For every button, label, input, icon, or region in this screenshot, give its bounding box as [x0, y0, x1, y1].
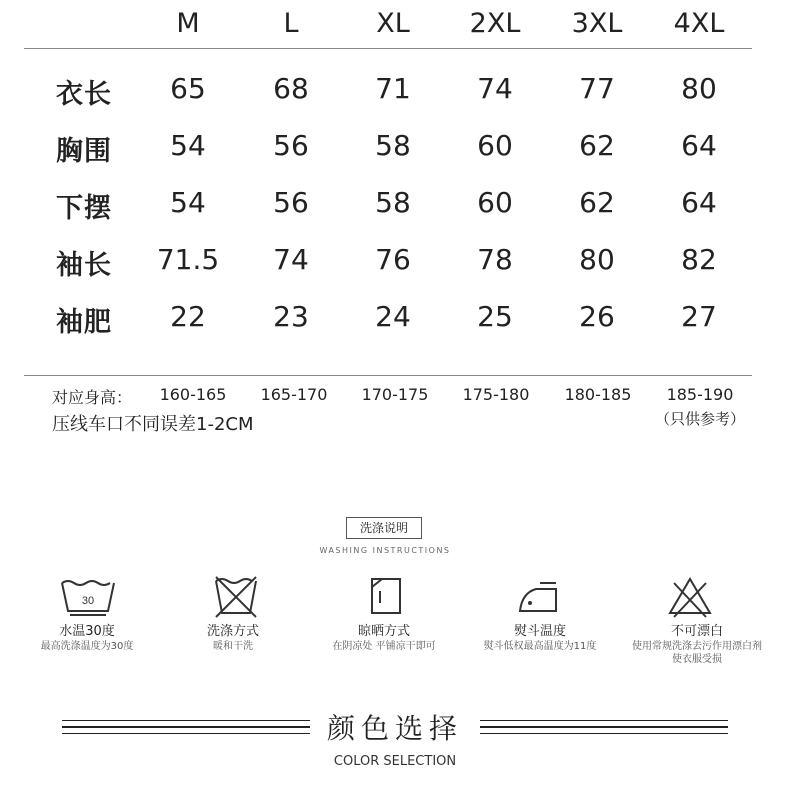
table-cell: 71	[375, 72, 411, 105]
row-label: 袖长	[56, 250, 112, 281]
table-cell: 77	[579, 72, 615, 105]
table-cell: 26	[579, 300, 615, 333]
table-cell: 58	[375, 129, 411, 162]
table-cell: 56	[273, 186, 309, 219]
height-range: 160-165	[159, 385, 227, 404]
iron-icon	[510, 575, 570, 619]
table-cell: 54	[170, 186, 206, 219]
table-cell: 80	[681, 72, 717, 105]
wash-title: 水温30度	[59, 624, 115, 639]
table-cell: 74	[477, 72, 513, 105]
wash-desc: 最高洗涤温度为30度	[40, 641, 134, 652]
washing-badge: 洗涤说明	[346, 517, 422, 539]
table-cell: 56	[273, 129, 309, 162]
wash-30-icon	[58, 575, 118, 619]
table-cell: 62	[579, 129, 615, 162]
size-header-l: L	[283, 8, 299, 39]
wash-title: 洗涤方式	[206, 624, 259, 639]
height-range: 165-170	[260, 385, 328, 404]
height-range: 175-180	[462, 385, 530, 404]
table-cell: 64	[681, 129, 717, 162]
table-cell: 76	[375, 243, 411, 276]
table-cell: 23	[273, 300, 309, 333]
wash-title: 晾晒方式	[357, 624, 410, 639]
row-label: 衣长	[56, 79, 112, 110]
row-label: 下摆	[56, 193, 112, 224]
wash-desc: 熨斗低权最高温度为11度	[483, 641, 597, 652]
size-header-xl: XL	[376, 8, 410, 39]
divider-line	[480, 726, 728, 728]
table-cell: 60	[477, 129, 513, 162]
divider-line	[480, 720, 728, 721]
tolerance-note: 压线车口不同误差1-2CM	[52, 414, 254, 435]
divider-line	[62, 733, 310, 734]
washing-subtitle: WASHING INSTRUCTIONS	[319, 546, 451, 555]
table-cell: 64	[681, 186, 717, 219]
wash-title: 熨斗温度	[513, 624, 566, 639]
table-cell: 22	[170, 300, 206, 333]
color-title: 颜色选择	[326, 712, 463, 745]
wash-desc: 暖和干洗	[213, 641, 253, 652]
table-cell: 58	[375, 186, 411, 219]
no-wash-icon	[206, 575, 266, 619]
table-cell: 25	[477, 300, 513, 333]
row-label: 胸围	[56, 136, 112, 167]
size-header-2xl: 2XL	[469, 8, 521, 39]
height-range: 180-185	[564, 385, 632, 404]
color-subtitle: COLOR SELECTION	[333, 754, 457, 769]
no-bleach-icon	[660, 575, 720, 619]
height-label: 对应身高：	[52, 388, 133, 407]
table-divider	[24, 375, 752, 376]
wash-temp-text: 30	[81, 595, 95, 607]
table-cell: 78	[477, 243, 513, 276]
divider-line	[62, 726, 310, 728]
divider-line	[480, 733, 728, 734]
table-cell: 65	[170, 72, 206, 105]
size-header-m: M	[176, 8, 200, 39]
reference-note: （只供参考）	[654, 410, 745, 428]
table-cell: 54	[170, 129, 206, 162]
size-header-4xl: 4XL	[673, 8, 725, 39]
divider-line	[62, 720, 310, 721]
size-header-3xl: 3XL	[571, 8, 623, 39]
table-cell: 68	[273, 72, 309, 105]
header-divider	[24, 48, 752, 49]
wash-desc: 在阴凉处 平铺凉干即可	[332, 641, 436, 652]
table-cell: 74	[273, 243, 309, 276]
height-range: 170-175	[361, 385, 429, 404]
table-cell: 62	[579, 186, 615, 219]
table-cell: 24	[375, 300, 411, 333]
table-cell: 82	[681, 243, 717, 276]
wash-title: 不可漂白	[670, 624, 723, 639]
dry-shade-icon	[356, 575, 416, 619]
table-cell: 60	[477, 186, 513, 219]
table-cell: 27	[681, 300, 717, 333]
row-label: 袖肥	[56, 307, 112, 338]
table-cell: 80	[579, 243, 615, 276]
height-range: 185-190	[666, 385, 734, 404]
wash-desc: 使用常规洗涤去污作用漂白剂使衣服受损	[632, 641, 762, 665]
table-cell: 71.5	[156, 243, 220, 276]
